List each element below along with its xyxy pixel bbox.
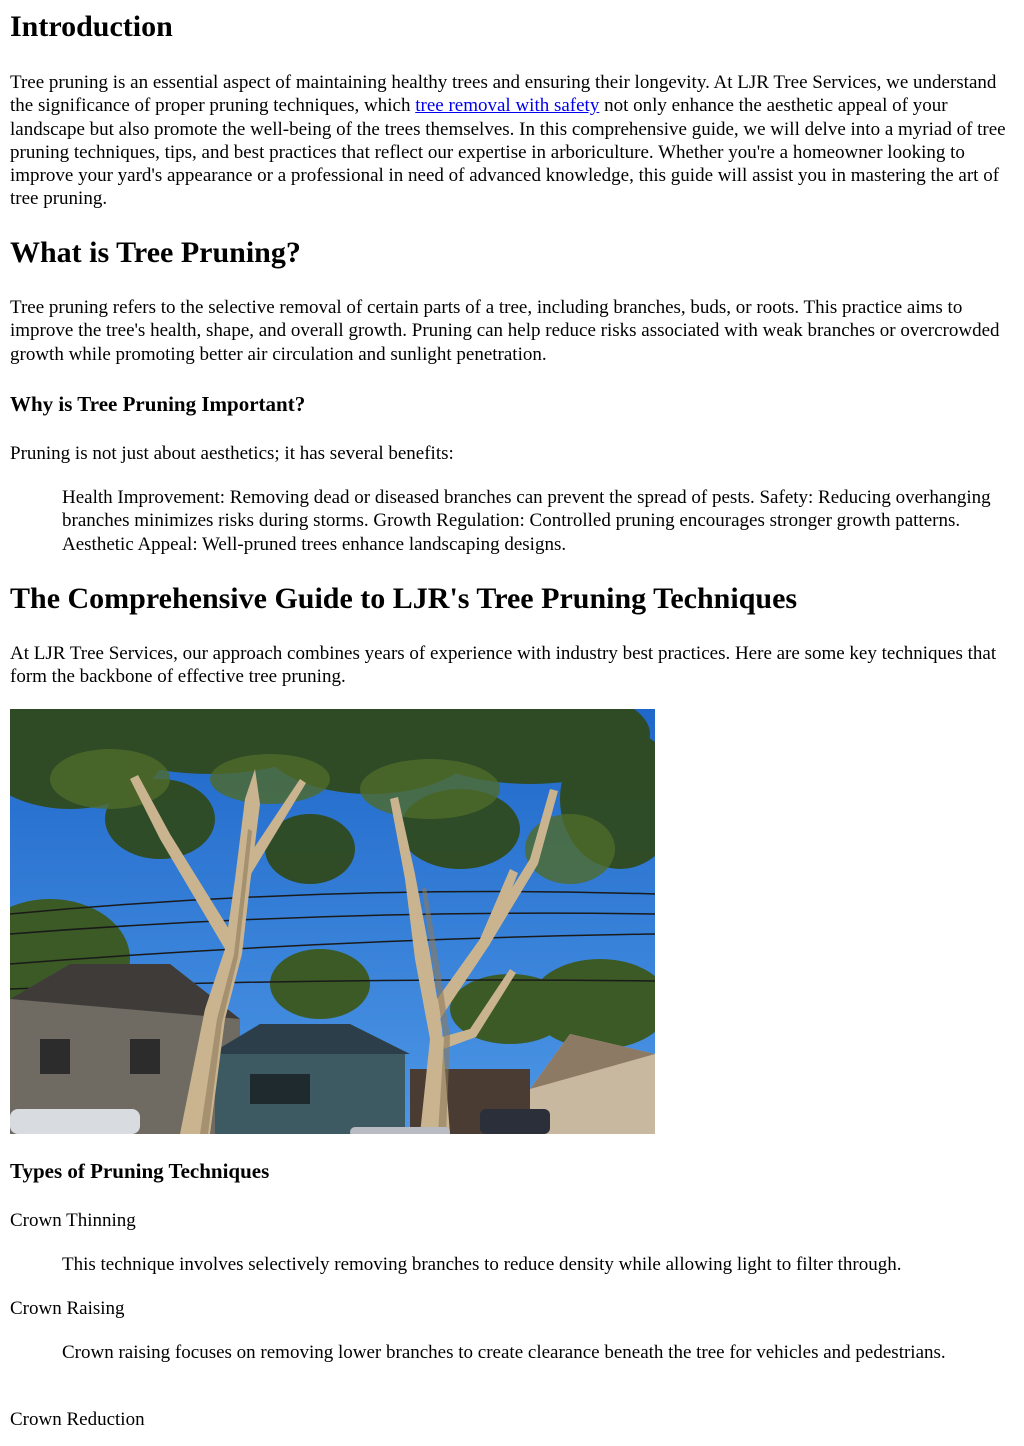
what-is-paragraph: Tree pruning refers to the selective removal of certain parts of a tree, including branches, buds, or roots. This practice aims to improve the tree's health, shape, and overall growth. Pruning can help reduce risks associated with weak branches or overcrowded growth while promoting better air circulation and sunlight penetration. [10, 297, 1000, 365]
technique-title: Crown Thinning [10, 1210, 136, 1231]
heading-why-important: Why is Tree Pruning Important? [10, 392, 306, 416]
heading-introduction: Introduction [10, 10, 173, 43]
guide-paragraph: At LJR Tree Services, our approach combines years of experience with industry best practices. Here are some key techniques that form the backbone of effective tree pruning. [10, 643, 997, 688]
tree-removal-link[interactable]: tree removal with safety [415, 95, 600, 117]
why-important-intro: Pruning is not just about aesthetics; it has several benefits: [10, 443, 454, 464]
heading-types-of-pruning: Types of Pruning Techniques [10, 1159, 270, 1183]
technique-description: Crown raising focuses on removing lower branches to create clearance beneath the tree for vehicles and pedestrians. [62, 1342, 946, 1363]
heading-comprehensive-guide: The Comprehensive Guide to LJR's Tree Pruning Techniques [10, 582, 798, 615]
heading-what-is-tree-pruning: What is Tree Pruning? [10, 236, 301, 269]
technique-title: Crown Raising [10, 1298, 125, 1319]
intro-paragraph [10, 71, 1014, 211]
technique-description: This technique involves selectively removing branches to reduce density while allowing light to filter through. [62, 1254, 902, 1275]
technique-title: Crown Reduction [10, 1409, 145, 1430]
intro-text-after-link: not only enhance the aesthetic appeal of your landscape but also promote the well-being of the trees themselves. In this comprehensive guide, we will delve into a myriad of tree pruning techniques, tips, and best practices that reflect our expertise in arboriculture. Whether you're a homeowner looking to improve your yard's appearance or a professional in need of advanced knowledge, this guide will assist you in mastering the art of tree pruning. [10, 95, 1006, 210]
tree-photo [10, 709, 655, 1134]
intro-text-before-link: Tree pruning is an essential aspect of maintaining healthy trees and ensuring their longevity. At LJR Tree Services, we understand the significance of proper pruning techniques, which [10, 72, 997, 117]
benefits-blockquote: Health Improvement: Removing dead or diseased branches can prevent the spread of pests. Safety: Reducing overhanging branches minimizes risks during storms. Growth Regulation: Controlled pruning encourages stronger growth patterns. Aesthetic Appeal: Well-pruned trees enhance landscaping designs. [62, 487, 991, 555]
